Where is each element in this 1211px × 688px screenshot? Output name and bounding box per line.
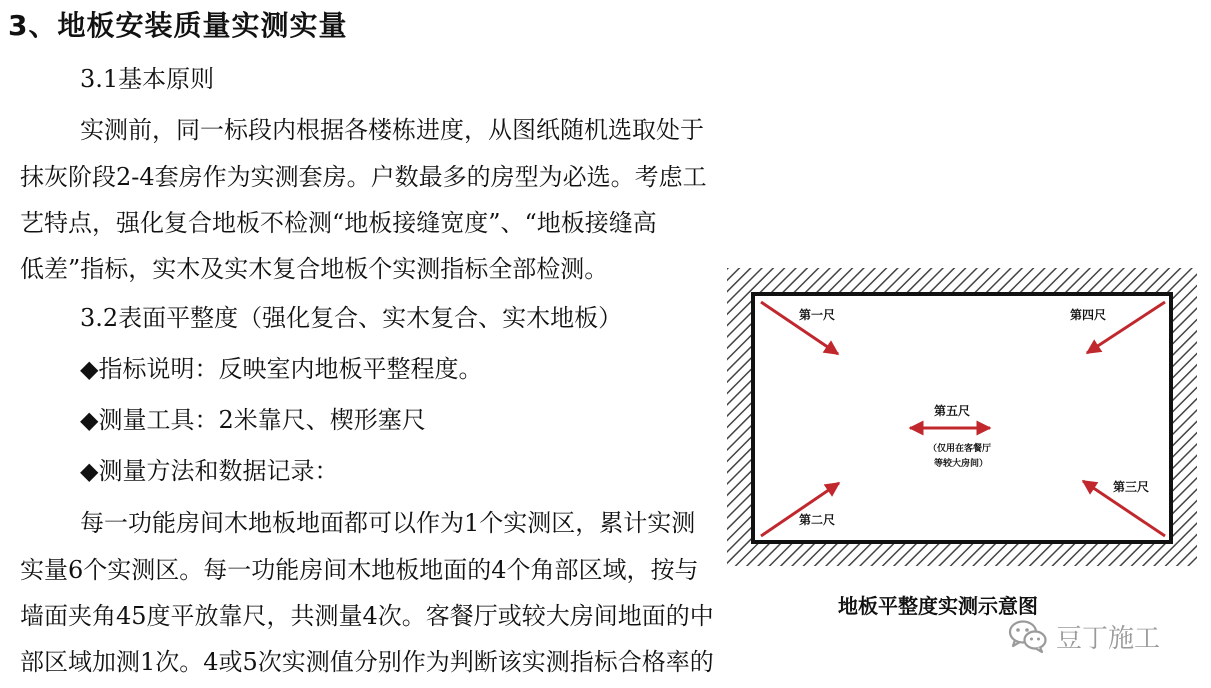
bullet-measurement-method: ◆测量方法和数据记录： <box>80 457 339 485</box>
paragraph-line: 实量6个实测区。每一功能房间木地板地面的4个角部区域，按与 <box>20 556 699 584</box>
flatness-measurement-diagram <box>727 268 1197 566</box>
watermark-text: 豆丁施工 <box>1056 623 1161 654</box>
ruler-4-label: 第四尺 <box>1070 308 1107 322</box>
paragraph-line: 部区域加测1次。4或5次实测值分别作为判断该实测指标合格率的 <box>20 648 714 676</box>
watermark <box>1008 616 1160 656</box>
paragraph-line: 抹灰阶段2-4套房作为实测套房。户数最多的房型为必选。考虑工 <box>20 163 707 191</box>
bullet-indicator-description: ◆指标说明：反映室内地板平整程度。 <box>80 355 483 383</box>
figure-caption: 地板平整度实测示意图 <box>838 594 1038 618</box>
ruler-5-note-line-1: （仅用在客餐厅 <box>928 444 992 454</box>
paragraph-line: 每一功能房间木地板地面都可以作为1个实测区，累计实测 <box>80 509 696 537</box>
section-title: 3、地板安装质量实测实量 <box>8 9 348 42</box>
ruler-2-label: 第二尺 <box>799 513 836 527</box>
paragraph-line: 低差”指标，实木及实木复合地板个实测指标全部检测。 <box>20 255 609 283</box>
paragraph-line: 艺特点，强化复合地板不检测“地板接缝宽度”、“地板接缝高 <box>20 209 657 237</box>
ruler-1-label: 第一尺 <box>799 308 836 322</box>
paragraph-line: 实测前，同一标段内根据各楼栋进度，从图纸随机选取处于 <box>80 116 704 144</box>
wechat-icon <box>1008 619 1048 653</box>
paragraph-line: 墙面夹角45度平放靠尺，共测量4次。客餐厅或较大房间地面的中 <box>20 602 714 630</box>
bullet-measurement-tools: ◆测量工具：2米靠尺、楔形塞尺 <box>80 406 426 434</box>
ruler-5-note-line-2: 等较大房间） <box>934 459 989 469</box>
ruler-3-label: 第三尺 <box>1113 480 1150 494</box>
subsection-heading-basic-principles: 3.1基本原则 <box>80 65 215 93</box>
subsection-heading-surface-flatness: 3.2表面平整度（强化复合、实木复合、实木地板） <box>80 304 623 332</box>
room-floor-outline <box>753 294 1171 542</box>
ruler-5-label: 第五尺 <box>934 404 971 418</box>
